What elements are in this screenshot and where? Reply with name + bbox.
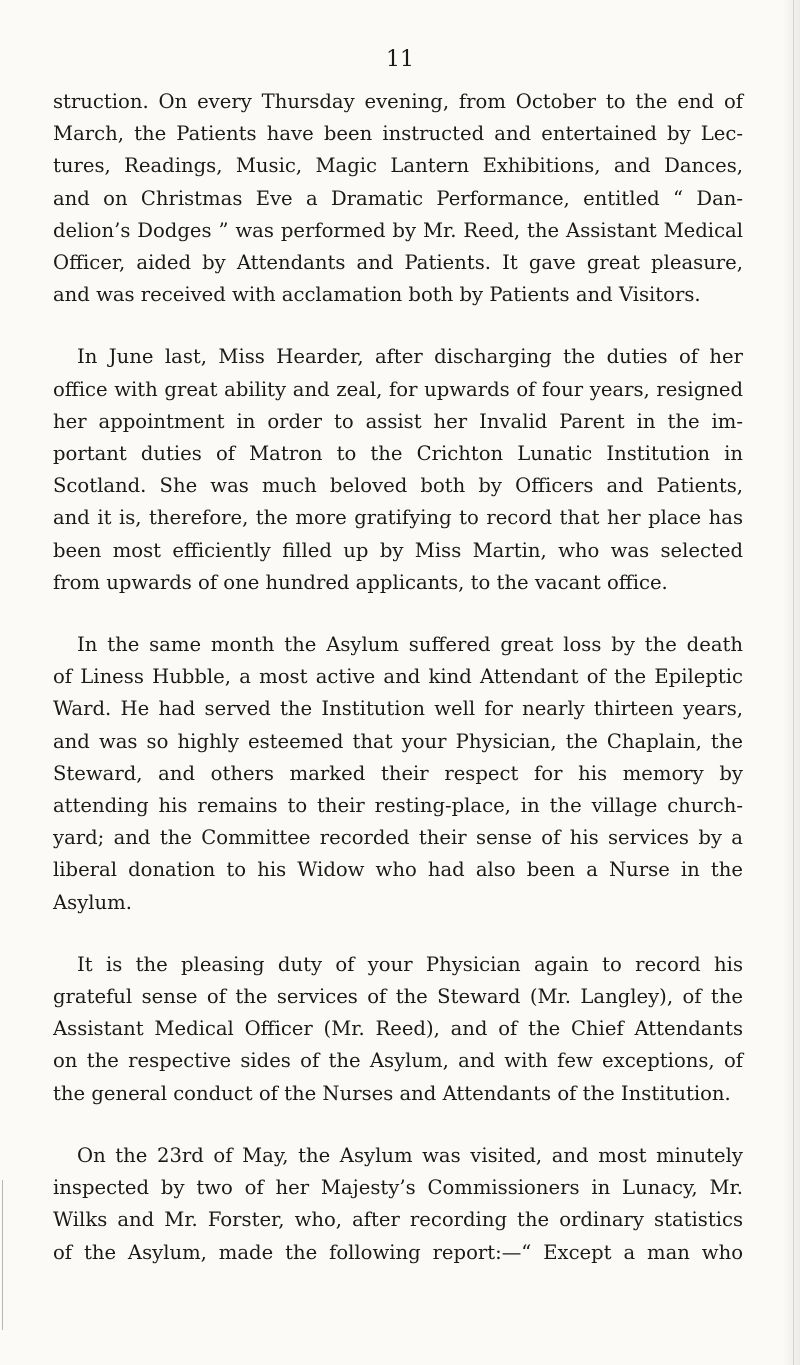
- text-line: Ward. He had served the Institution well for nearly thirteen years,: [53, 697, 743, 721]
- paragraph-staff-gratitude: [53, 949, 743, 1110]
- text-line: her appointment in order to assist her Invalid Parent in the im-: [53, 409, 743, 433]
- text-line: attending his remains to their resting-place, in the village church-: [53, 794, 743, 818]
- text-line: from upwards of one hundred applicants, to the vacant office.: [53, 570, 668, 594]
- text-line: On the 23rd of May, the Asylum was visited, and most minutely: [77, 1143, 743, 1167]
- text-line: Assistant Medical Officer (Mr. Reed), and of the Chief Attendants: [53, 1017, 743, 1041]
- text-line: liberal donation to his Widow who had also been a Nurse in the: [53, 858, 743, 882]
- text-line: office with great ability and zeal, for upwards of four years, resigned: [53, 377, 743, 401]
- paragraph-attendant-death: [53, 629, 743, 919]
- text-line: and was so highly esteemed that your Physician, the Chaplain, the: [53, 729, 743, 753]
- body-text: [53, 86, 743, 1269]
- text-line: and was received with acclamation both by Patients and Visitors.: [53, 283, 701, 307]
- text-line: and it is, therefore, the more gratifying to record that her place has: [53, 506, 743, 530]
- text-line: In the same month the Asylum suffered great loss by the death: [77, 633, 743, 657]
- text-line: Scotland. She was much beloved both by Officers and Patients,: [53, 474, 743, 498]
- page-edge-shadow: [782, 0, 800, 1365]
- text-line: on the respective sides of the Asylum, and with few exceptions, of: [53, 1049, 743, 1073]
- text-line: Wilks and Mr. Forster, who, after recording the ordinary statistics: [53, 1208, 743, 1232]
- text-line: Asylum.: [53, 890, 132, 914]
- text-line: Steward, and others marked their respect for his memory by: [53, 761, 743, 785]
- text-line: It is the pleasing duty of your Physician again to record his: [77, 952, 743, 976]
- page-edge-line: [793, 0, 794, 1365]
- text-line: grateful sense of the services of the Steward (Mr. Langley), of the: [53, 985, 743, 1009]
- paragraph-commissioners-visit: [53, 1140, 743, 1269]
- text-line: of Liness Hubble, a most active and kind Attendant of the Epileptic: [53, 665, 743, 689]
- paragraph-entertainments: [53, 86, 743, 311]
- paragraph-matron-resignation: [53, 341, 743, 599]
- text-line: Officer, aided by Attendants and Patients. It gave great pleasure,: [53, 251, 743, 275]
- text-line: the general conduct of the Nurses and Attendants of the Institution.: [53, 1081, 731, 1105]
- text-line: of the Asylum, made the following report:—“ Except a man who: [53, 1240, 743, 1264]
- text-line: inspected by two of her Majesty’s Commissioners in Lunacy, Mr.: [53, 1176, 743, 1200]
- text-line: March, the Patients have been instructed and entertained by Lec-: [53, 122, 743, 146]
- text-line: portant duties of Matron to the Crichton Lunatic Institution in: [53, 442, 743, 466]
- text-line: struction. On every Thursday evening, from October to the end of: [53, 90, 743, 113]
- text-line: In June last, Miss Hearder, after discharging the duties of her: [77, 345, 743, 369]
- text-line: tures, Readings, Music, Magic Lantern Exhibitions, and Dances,: [53, 154, 743, 178]
- text-line: delion’s Dodges ” was performed by Mr. Reed, the Assistant Medical: [53, 218, 743, 242]
- text-line: been most efficiently filled up by Miss Martin, who was selected: [53, 538, 743, 562]
- binding-mark: [2, 1180, 3, 1330]
- text-line: and on Christmas Eve a Dramatic Performance, entitled “ Dan-: [53, 186, 743, 210]
- text-line: yard; and the Committee recorded their sense of his services by a: [53, 826, 743, 850]
- page-number: 11: [386, 47, 414, 72]
